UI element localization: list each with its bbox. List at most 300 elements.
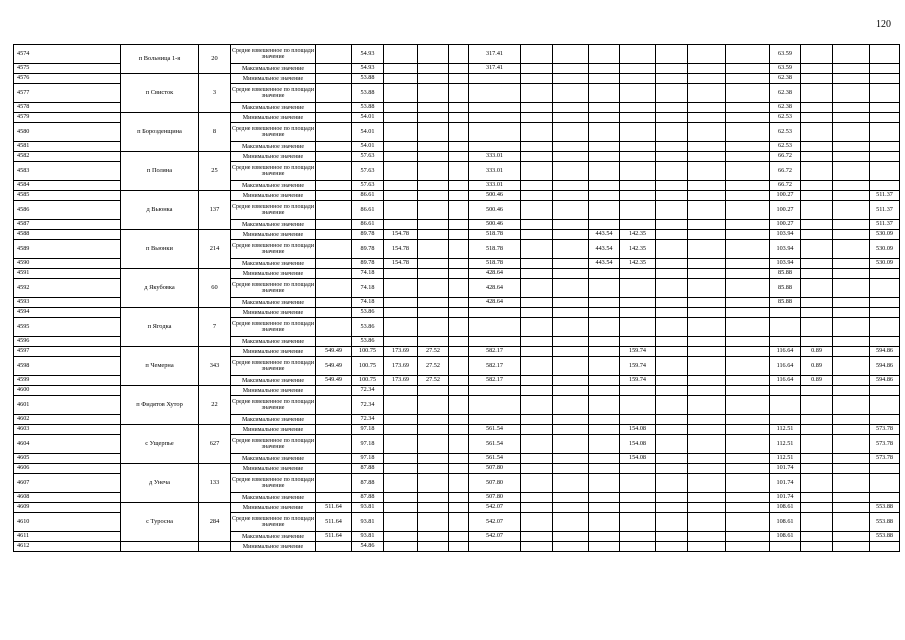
value-cell	[418, 113, 449, 123]
value-cell	[553, 279, 589, 298]
value-cell	[553, 357, 589, 376]
value-cell	[589, 103, 620, 113]
value-cell	[553, 308, 589, 318]
value-cell: 511.64	[316, 503, 352, 513]
value-cell	[521, 357, 553, 376]
value-cell: 511.64	[316, 513, 352, 532]
value-cell	[833, 376, 870, 386]
value-cell	[418, 45, 449, 64]
value-cell	[418, 103, 449, 113]
value-cell	[833, 240, 870, 259]
value-cell	[620, 152, 656, 162]
value-type-label: Средне взвешенное по площади значение	[231, 474, 316, 493]
value-cell	[801, 162, 833, 181]
value-cell	[553, 464, 589, 474]
value-cell	[770, 542, 801, 552]
value-cell: 108.61	[770, 532, 801, 542]
value-cell	[316, 298, 352, 308]
value-cell	[589, 298, 620, 308]
value-cell	[656, 513, 688, 532]
population-count: 7	[199, 308, 231, 347]
value-cell	[316, 464, 352, 474]
value-cell	[688, 425, 726, 435]
value-cell	[870, 45, 900, 64]
value-cell	[384, 181, 418, 191]
value-cell: 594.86	[870, 347, 900, 357]
value-cell	[688, 123, 726, 142]
value-cell	[589, 220, 620, 230]
value-cell	[449, 493, 469, 503]
value-cell: 27.52	[418, 347, 449, 357]
value-cell	[589, 191, 620, 201]
value-cell	[589, 181, 620, 191]
value-cell	[589, 357, 620, 376]
value-cell	[469, 84, 521, 103]
value-cell	[870, 103, 900, 113]
value-cell	[688, 279, 726, 298]
value-cell	[726, 152, 770, 162]
row-id: 4594	[14, 308, 121, 318]
value-cell	[833, 386, 870, 396]
value-cell	[418, 230, 449, 240]
value-type-label: Средне взвешенное по площади значение	[231, 201, 316, 220]
value-type-label: Средне взвешенное по площади значение	[231, 435, 316, 454]
value-cell	[801, 74, 833, 84]
value-cell	[656, 386, 688, 396]
population-count: 284	[199, 503, 231, 542]
value-cell	[589, 454, 620, 464]
value-cell	[620, 474, 656, 493]
value-cell	[801, 181, 833, 191]
value-cell	[726, 259, 770, 269]
value-cell	[553, 474, 589, 493]
value-cell: 53.88	[352, 84, 384, 103]
value-cell	[384, 84, 418, 103]
value-cell: 582.17	[469, 347, 521, 357]
value-cell	[384, 337, 418, 347]
value-cell	[553, 64, 589, 74]
population-count	[199, 542, 231, 552]
value-cell	[449, 532, 469, 542]
value-cell	[656, 396, 688, 415]
value-cell	[726, 74, 770, 84]
value-cell	[553, 337, 589, 347]
row-id: 4589	[14, 240, 121, 259]
value-cell	[656, 181, 688, 191]
value-cell	[726, 45, 770, 64]
row-id: 4582	[14, 152, 121, 162]
value-cell	[770, 308, 801, 318]
value-cell: 500.46	[469, 201, 521, 220]
value-cell	[449, 152, 469, 162]
value-cell	[521, 103, 553, 113]
value-cell	[521, 474, 553, 493]
value-cell	[418, 532, 449, 542]
value-cell	[384, 298, 418, 308]
value-cell: 518.78	[469, 230, 521, 240]
settlement-name: п Вольница 1-я	[121, 45, 199, 74]
value-cell: 443.54	[589, 240, 620, 259]
value-type-label: Максимальное значение	[231, 532, 316, 542]
row-id: 4597	[14, 347, 121, 357]
population-count: 20	[199, 45, 231, 74]
value-cell	[384, 162, 418, 181]
value-type-label: Средне взвешенное по площади значение	[231, 279, 316, 298]
value-cell	[656, 113, 688, 123]
value-cell	[833, 84, 870, 103]
value-cell	[620, 513, 656, 532]
value-cell: 53.86	[352, 318, 384, 337]
value-cell	[449, 376, 469, 386]
value-cell	[688, 318, 726, 337]
value-cell	[384, 503, 418, 513]
value-cell	[521, 279, 553, 298]
value-cell	[469, 396, 521, 415]
value-cell	[418, 259, 449, 269]
value-cell	[726, 425, 770, 435]
value-cell	[688, 542, 726, 552]
value-cell	[521, 318, 553, 337]
value-cell	[801, 191, 833, 201]
value-cell: 443.54	[589, 259, 620, 269]
value-cell	[316, 308, 352, 318]
value-cell	[589, 269, 620, 279]
value-cell: 100.27	[770, 191, 801, 201]
value-cell	[521, 240, 553, 259]
value-cell	[770, 415, 801, 425]
value-cell	[833, 454, 870, 464]
settlement-name: д Унеча	[121, 464, 199, 503]
row-id: 4580	[14, 123, 121, 142]
settlement-name: п Фидятов Хутор	[121, 386, 199, 425]
value-cell	[620, 503, 656, 513]
table-row	[14, 45, 900, 64]
value-cell	[449, 191, 469, 201]
value-cell	[449, 425, 469, 435]
value-cell	[521, 513, 553, 532]
value-cell	[656, 357, 688, 376]
row-id: 4590	[14, 259, 121, 269]
value-cell	[688, 220, 726, 230]
value-cell	[418, 279, 449, 298]
value-cell: 62.53	[770, 142, 801, 152]
value-cell	[870, 396, 900, 415]
row-id: 4585	[14, 191, 121, 201]
value-cell	[688, 454, 726, 464]
row-id: 4611	[14, 532, 121, 542]
value-cell	[418, 425, 449, 435]
value-cell	[656, 259, 688, 269]
value-cell	[449, 337, 469, 347]
row-id: 4604	[14, 435, 121, 454]
value-cell	[384, 269, 418, 279]
value-type-label: Минимальное значение	[231, 152, 316, 162]
value-cell	[726, 337, 770, 347]
population-count: 133	[199, 464, 231, 503]
value-cell	[688, 435, 726, 454]
value-cell	[833, 425, 870, 435]
value-cell: 154.08	[620, 454, 656, 464]
value-cell	[656, 308, 688, 318]
value-cell	[521, 454, 553, 464]
value-cell	[553, 386, 589, 396]
value-cell	[316, 269, 352, 279]
value-cell	[656, 503, 688, 513]
value-cell	[833, 415, 870, 425]
value-cell	[449, 474, 469, 493]
value-cell	[801, 308, 833, 318]
value-cell: 518.78	[469, 259, 521, 269]
value-cell: 100.75	[352, 357, 384, 376]
value-cell	[316, 152, 352, 162]
row-id: 4593	[14, 298, 121, 308]
value-cell	[833, 152, 870, 162]
value-cell: 428.64	[469, 279, 521, 298]
value-cell	[688, 337, 726, 347]
value-cell	[553, 425, 589, 435]
value-cell	[384, 103, 418, 113]
value-cell: 86.61	[352, 191, 384, 201]
table-row	[14, 347, 900, 357]
value-cell	[726, 181, 770, 191]
value-cell: 85.88	[770, 269, 801, 279]
value-cell	[553, 347, 589, 357]
value-cell	[620, 308, 656, 318]
table-row	[14, 503, 900, 513]
value-cell	[449, 113, 469, 123]
value-cell: 511.37	[870, 220, 900, 230]
value-cell: 89.78	[352, 230, 384, 240]
value-cell	[726, 493, 770, 503]
value-cell	[620, 181, 656, 191]
value-cell	[384, 386, 418, 396]
value-cell: 101.74	[770, 493, 801, 503]
value-cell	[589, 532, 620, 542]
settlement-name: п Вьюнки	[121, 230, 199, 269]
value-cell	[418, 269, 449, 279]
table-body	[14, 45, 900, 552]
value-cell	[553, 396, 589, 415]
value-cell	[589, 152, 620, 162]
value-cell: 53.86	[352, 337, 384, 347]
row-id: 4595	[14, 318, 121, 337]
settlement-name: п Ягодка	[121, 308, 199, 347]
value-cell	[833, 337, 870, 347]
value-cell	[418, 503, 449, 513]
value-cell: 443.54	[589, 230, 620, 240]
value-cell	[833, 269, 870, 279]
value-cell	[726, 142, 770, 152]
value-cell	[688, 532, 726, 542]
value-cell	[521, 532, 553, 542]
value-cell: 87.88	[352, 493, 384, 503]
value-cell	[449, 513, 469, 532]
value-cell	[688, 269, 726, 279]
value-cell	[449, 142, 469, 152]
value-cell	[553, 113, 589, 123]
value-cell	[553, 493, 589, 503]
value-cell: 159.74	[620, 357, 656, 376]
value-cell	[656, 240, 688, 259]
value-cell	[801, 415, 833, 425]
value-type-label: Максимальное значение	[231, 454, 316, 464]
value-cell	[418, 435, 449, 454]
settlement-name: п Борозденщина	[121, 113, 199, 152]
value-cell: 0.89	[801, 357, 833, 376]
value-cell	[469, 308, 521, 318]
population-count: 25	[199, 152, 231, 191]
value-cell	[316, 493, 352, 503]
value-cell: 63.59	[770, 64, 801, 74]
value-cell	[801, 454, 833, 464]
value-cell	[656, 230, 688, 240]
value-cell	[553, 201, 589, 220]
value-type-label: Средне взвешенное по площади значение	[231, 45, 316, 64]
value-type-label: Минимальное значение	[231, 308, 316, 318]
value-cell	[870, 74, 900, 84]
row-id: 4598	[14, 357, 121, 376]
value-cell	[449, 386, 469, 396]
value-cell	[688, 474, 726, 493]
value-cell	[833, 230, 870, 240]
table-row	[14, 425, 900, 435]
value-cell	[589, 513, 620, 532]
value-cell	[833, 464, 870, 474]
value-cell: 74.18	[352, 298, 384, 308]
value-cell	[656, 454, 688, 464]
row-id: 4603	[14, 425, 121, 435]
value-cell: 154.08	[620, 435, 656, 454]
value-cell	[801, 396, 833, 415]
value-cell	[418, 386, 449, 396]
value-cell	[521, 201, 553, 220]
value-cell	[469, 74, 521, 84]
value-cell	[833, 357, 870, 376]
value-cell	[801, 230, 833, 240]
value-cell	[418, 142, 449, 152]
value-cell	[620, 269, 656, 279]
value-cell	[521, 230, 553, 240]
value-cell	[870, 308, 900, 318]
value-cell: 72.34	[352, 396, 384, 415]
value-cell	[553, 230, 589, 240]
value-cell	[620, 64, 656, 74]
value-cell: 0.89	[801, 376, 833, 386]
value-cell	[726, 376, 770, 386]
value-cell	[418, 84, 449, 103]
value-cell	[418, 220, 449, 230]
value-cell	[726, 513, 770, 532]
value-cell	[656, 123, 688, 142]
value-cell: 72.34	[352, 386, 384, 396]
value-cell: 428.64	[469, 298, 521, 308]
value-cell	[521, 269, 553, 279]
value-cell: 54.93	[352, 45, 384, 64]
value-cell	[469, 542, 521, 552]
value-cell: 66.72	[770, 162, 801, 181]
value-cell	[726, 279, 770, 298]
value-cell	[316, 240, 352, 259]
value-cell	[726, 396, 770, 415]
value-cell	[418, 513, 449, 532]
value-cell: 53.88	[352, 74, 384, 84]
value-cell: 112.51	[770, 435, 801, 454]
value-cell	[833, 542, 870, 552]
value-cell	[384, 201, 418, 220]
value-cell	[449, 123, 469, 142]
value-cell	[521, 123, 553, 142]
value-cell	[384, 464, 418, 474]
value-cell	[656, 45, 688, 64]
value-cell: 63.59	[770, 45, 801, 64]
value-cell: 86.61	[352, 201, 384, 220]
value-cell	[384, 532, 418, 542]
value-cell: 53.88	[352, 103, 384, 113]
value-type-label: Максимальное значение	[231, 298, 316, 308]
value-cell	[726, 435, 770, 454]
value-cell	[870, 318, 900, 337]
value-cell	[726, 464, 770, 474]
value-cell	[688, 308, 726, 318]
row-id: 4576	[14, 74, 121, 84]
value-cell: 101.74	[770, 474, 801, 493]
value-cell	[833, 513, 870, 532]
value-cell: 93.81	[352, 513, 384, 532]
value-cell: 159.74	[620, 347, 656, 357]
row-id: 4583	[14, 162, 121, 181]
value-cell	[316, 123, 352, 142]
settlement-name	[121, 542, 199, 552]
value-type-label: Средне взвешенное по площади значение	[231, 357, 316, 376]
value-cell	[726, 532, 770, 542]
settlement-name: п Свисток	[121, 74, 199, 113]
value-cell: 159.74	[620, 376, 656, 386]
value-cell	[688, 74, 726, 84]
row-id: 4574	[14, 45, 121, 64]
value-cell	[833, 318, 870, 337]
value-cell	[553, 123, 589, 142]
value-cell: 116.64	[770, 376, 801, 386]
value-cell: 54.01	[352, 113, 384, 123]
value-cell	[589, 279, 620, 298]
value-cell	[521, 84, 553, 103]
value-cell	[553, 318, 589, 337]
value-cell: 333.01	[469, 181, 521, 191]
value-cell: 54.93	[352, 64, 384, 74]
value-cell	[469, 103, 521, 113]
value-cell	[316, 230, 352, 240]
value-type-label: Максимальное значение	[231, 103, 316, 113]
value-cell	[521, 425, 553, 435]
value-cell: 530.09	[870, 230, 900, 240]
value-cell	[688, 162, 726, 181]
value-cell: 549.49	[316, 347, 352, 357]
value-type-label: Минимальное значение	[231, 113, 316, 123]
value-cell	[801, 113, 833, 123]
value-cell	[726, 415, 770, 425]
value-cell	[833, 45, 870, 64]
value-cell	[688, 64, 726, 74]
value-cell	[449, 84, 469, 103]
value-cell	[589, 201, 620, 220]
value-type-label: Средне взвешенное по площади значение	[231, 162, 316, 181]
value-cell	[688, 396, 726, 415]
value-cell	[521, 220, 553, 230]
value-cell	[688, 513, 726, 532]
value-cell	[589, 396, 620, 415]
value-cell	[316, 474, 352, 493]
value-cell	[833, 103, 870, 113]
